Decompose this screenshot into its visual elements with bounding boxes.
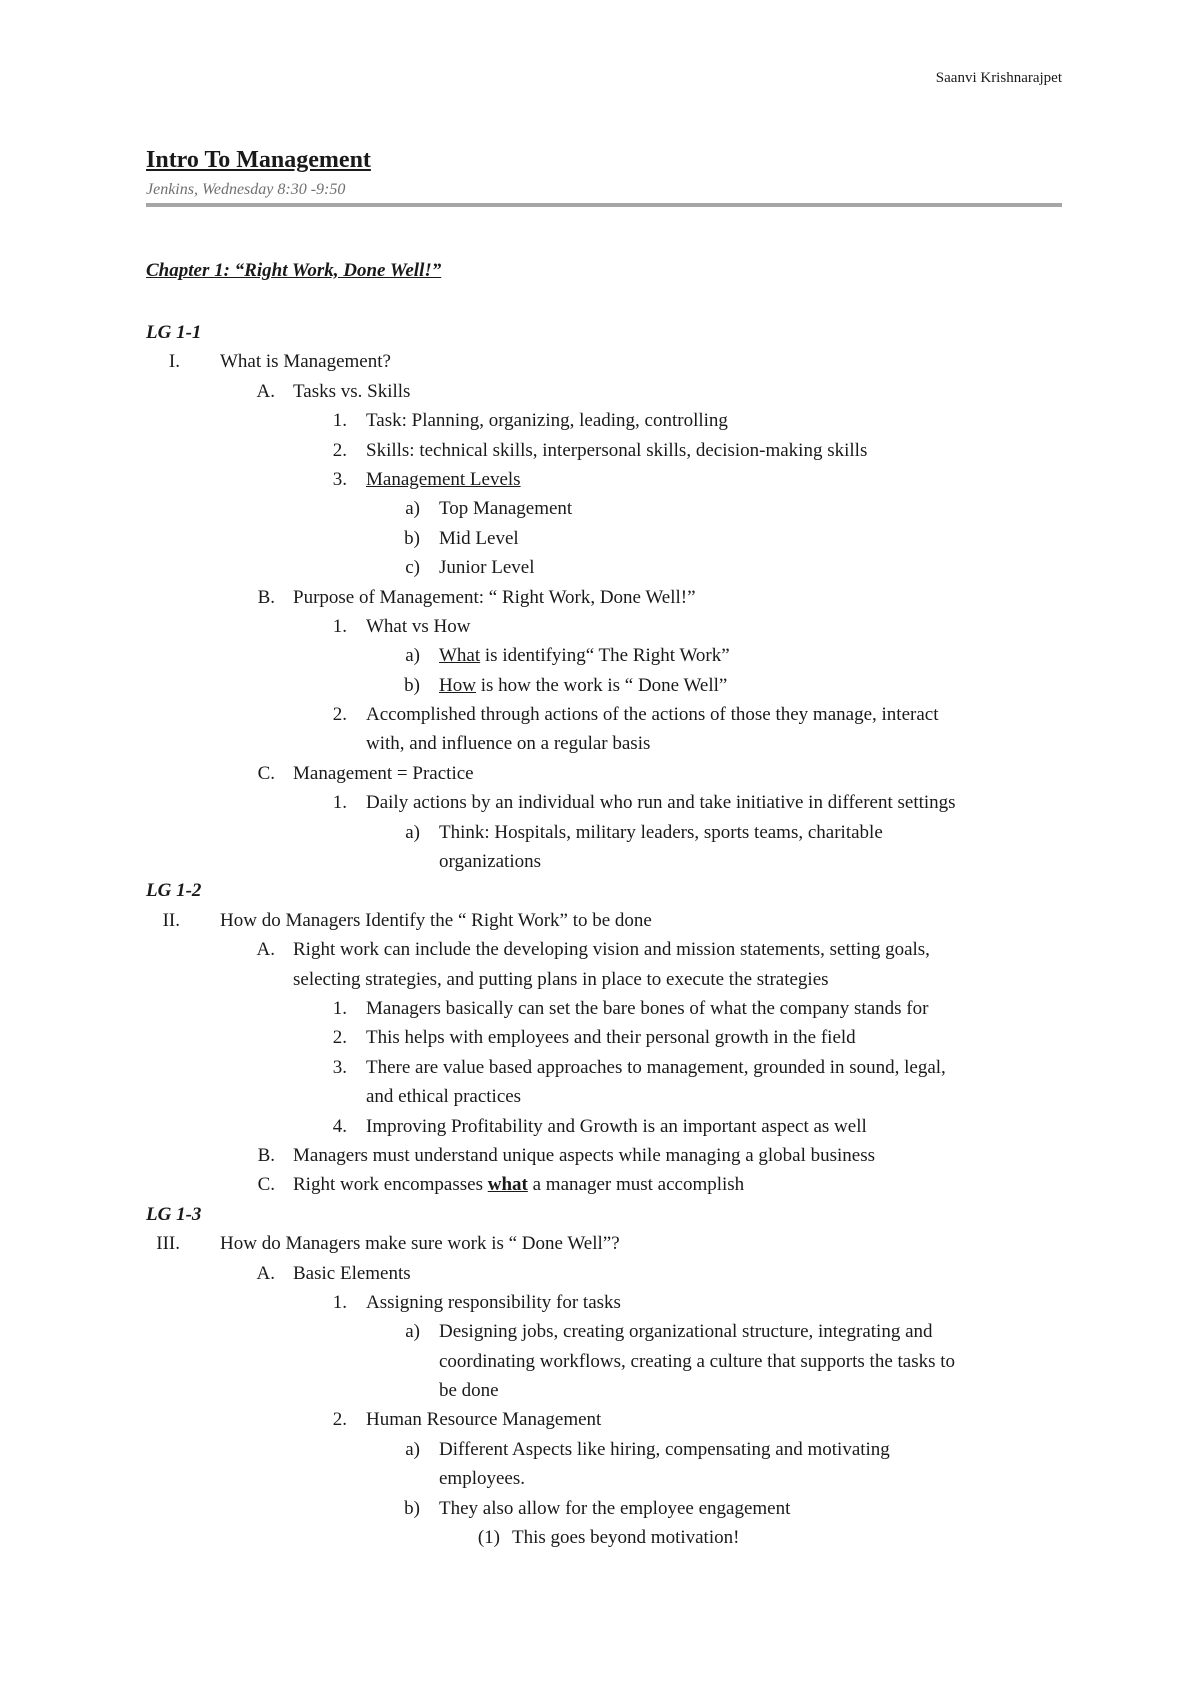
outline-item <box>0 1288 1200 1317</box>
list-marker: b) <box>404 1497 420 1519</box>
list-marker: a) <box>405 498 420 520</box>
outline-continuation <box>0 1464 1200 1493</box>
outline-item <box>0 1112 1200 1141</box>
list-text: Junior Level <box>439 557 535 579</box>
outline-line <box>0 1200 1200 1229</box>
list-text: coordinating workflows, creating a culture that supports the tasks to <box>439 1350 956 1372</box>
outline-item <box>0 612 1200 641</box>
list-text: employees. <box>439 1468 526 1490</box>
author-name: Saanvi Krishnarajpet <box>935 70 1062 86</box>
list-marker: A. <box>256 380 275 402</box>
outline-item <box>0 818 1200 847</box>
outline-item <box>0 1317 1200 1346</box>
list-text: Think: Hospitals, military leaders, sports teams, charitable <box>439 821 883 843</box>
outline-line <box>0 318 1200 347</box>
list-text: What is Management? <box>220 351 391 373</box>
list-marker: a) <box>405 1321 420 1343</box>
outline-item <box>0 641 1200 670</box>
chapter-heading: Chapter 1: “Right Work, Done Well!” <box>146 260 442 281</box>
list-marker: 1. <box>332 1291 347 1313</box>
outline-line <box>0 876 1200 905</box>
list-marker: B. <box>257 586 275 608</box>
outline-item <box>0 1229 1200 1258</box>
list-text <box>293 1170 744 1199</box>
list-text: organizations <box>439 851 542 873</box>
list-text: This goes beyond motivation! <box>512 1527 740 1549</box>
outline-item <box>0 1141 1200 1170</box>
outline-item <box>0 524 1200 553</box>
learning-goal-label: LG 1-2 <box>146 880 202 902</box>
outline-item <box>0 1023 1200 1052</box>
list-marker: 1. <box>332 410 347 432</box>
list-text-rest: is identifying“ The Right Work” <box>480 645 730 667</box>
list-marker: 2. <box>332 704 347 726</box>
learning-goal-label: LG 1-3 <box>146 1203 202 1225</box>
list-marker: a) <box>405 821 420 843</box>
list-marker: II. <box>162 909 180 931</box>
outline-item <box>0 906 1200 935</box>
list-text: Management Levels <box>366 468 521 490</box>
list-marker: I. <box>168 351 180 373</box>
list-marker: c) <box>405 557 420 579</box>
list-marker: 2. <box>332 1409 347 1431</box>
list-text: Mid Level <box>439 527 519 549</box>
list-text: Managers must understand unique aspects while managing a global business <box>293 1144 876 1166</box>
outline-item <box>0 1170 1200 1199</box>
list-text: Tasks vs. Skills <box>293 380 411 402</box>
list-marker: 3. <box>332 468 347 490</box>
list-text: They also allow for the employee engagement <box>439 1497 791 1519</box>
outline-item <box>0 583 1200 612</box>
list-marker: III. <box>156 1233 180 1255</box>
list-text: Purpose of Management: “ Right Work, Done Well!” <box>293 586 696 608</box>
list-text-post: a manager must accomplish <box>527 1174 745 1196</box>
page-subtitle: Jenkins, Wednesday 8:30 -9:50 <box>146 181 346 198</box>
outline-item <box>0 347 1200 376</box>
outline-continuation <box>0 1082 1200 1111</box>
list-marker: 1. <box>332 792 347 814</box>
list-text: Skills: technical skills, interpersonal skills, decision-making skills <box>366 439 868 461</box>
list-marker: (1) <box>477 1527 500 1549</box>
outline-continuation <box>0 965 1200 994</box>
list-marker: A. <box>256 939 275 961</box>
list-text: Assigning responsibility for tasks <box>366 1291 621 1313</box>
list-text: What vs How <box>366 615 471 637</box>
list-text-pre: Right work encompasses <box>293 1174 488 1196</box>
outline-continuation <box>0 729 1200 758</box>
list-text: Management = Practice <box>293 762 474 784</box>
list-marker: 2. <box>332 439 347 461</box>
list-text: Task: Planning, organizing, leading, controlling <box>366 410 728 432</box>
list-text <box>439 641 730 670</box>
outline-continuation <box>0 1347 1200 1376</box>
list-text: Top Management <box>439 498 573 520</box>
list-marker: a) <box>405 1438 420 1460</box>
list-marker: 2. <box>332 1027 347 1049</box>
list-marker: a) <box>405 645 420 667</box>
outline-item <box>0 1405 1200 1434</box>
outline-item <box>0 436 1200 465</box>
list-text: Managers basically can set the bare bones of what the company stands for <box>366 997 929 1019</box>
outline-item <box>0 465 1200 494</box>
outline-item <box>0 788 1200 817</box>
outline-item <box>0 1435 1200 1464</box>
list-text-rest: is how the work is “ Done Well” <box>475 674 728 696</box>
list-marker: 3. <box>332 1056 347 1078</box>
outline-continuation <box>0 1376 1200 1405</box>
outline-item <box>0 1259 1200 1288</box>
list-text: be done <box>439 1380 499 1402</box>
outline-item <box>0 406 1200 435</box>
list-text: Basic Elements <box>293 1262 411 1284</box>
outline-item <box>0 994 1200 1023</box>
outline-item <box>0 700 1200 729</box>
list-text: Improving Profitability and Growth is an important aspect as well <box>366 1115 867 1137</box>
list-marker: A. <box>256 1262 275 1284</box>
outline-item <box>0 1523 1200 1552</box>
list-text: selecting strategies, and putting plans in place to execute the strategies <box>293 968 829 990</box>
list-text <box>439 671 727 700</box>
outline-continuation <box>0 847 1200 876</box>
outline-item <box>0 1494 1200 1523</box>
underlined-term: How <box>439 674 476 696</box>
outline-item <box>0 671 1200 700</box>
list-marker: 1. <box>332 615 347 637</box>
list-text: How do Managers Identify the “ Right Work” to be done <box>220 909 652 931</box>
list-marker: C. <box>257 1174 275 1196</box>
outline-item <box>0 553 1200 582</box>
list-text: with, and influence on a regular basis <box>366 733 651 755</box>
list-marker: b) <box>404 527 420 549</box>
list-text: and ethical practices <box>366 1086 522 1108</box>
list-text: Accomplished through actions of the actions of those they manage, interact <box>366 704 939 726</box>
outline-item <box>0 1053 1200 1082</box>
list-text: This helps with employees and their personal growth in the field <box>366 1027 856 1049</box>
learning-goal-label: LG 1-1 <box>146 322 202 343</box>
outline-item <box>0 377 1200 406</box>
underlined-term: What <box>439 645 481 667</box>
list-marker: 4. <box>332 1115 347 1137</box>
list-marker: B. <box>257 1144 275 1166</box>
list-text: Designing jobs, creating organizational structure, integrating and <box>439 1321 933 1343</box>
outline-item <box>0 935 1200 964</box>
notes-outline <box>0 318 1200 1552</box>
list-marker: b) <box>404 674 420 696</box>
list-marker: C. <box>257 762 275 784</box>
list-text: Right work can include the developing vision and mission statements, setting goals, <box>293 939 930 961</box>
outline-item <box>0 759 1200 788</box>
list-text: Human Resource Management <box>366 1409 602 1431</box>
page-title: Intro To Management <box>146 147 371 173</box>
list-marker: 1. <box>332 997 347 1019</box>
list-text: There are value based approaches to management, grounded in sound, legal, <box>366 1056 946 1078</box>
list-text: Different Aspects like hiring, compensating and motivating <box>439 1438 890 1460</box>
emphasized-term: what <box>487 1174 528 1196</box>
list-text: Daily actions by an individual who run and take initiative in different settings <box>366 792 956 814</box>
outline-item <box>0 494 1200 523</box>
title-divider <box>146 203 1062 207</box>
list-text: How do Managers make sure work is “ Done Well”? <box>220 1233 620 1255</box>
